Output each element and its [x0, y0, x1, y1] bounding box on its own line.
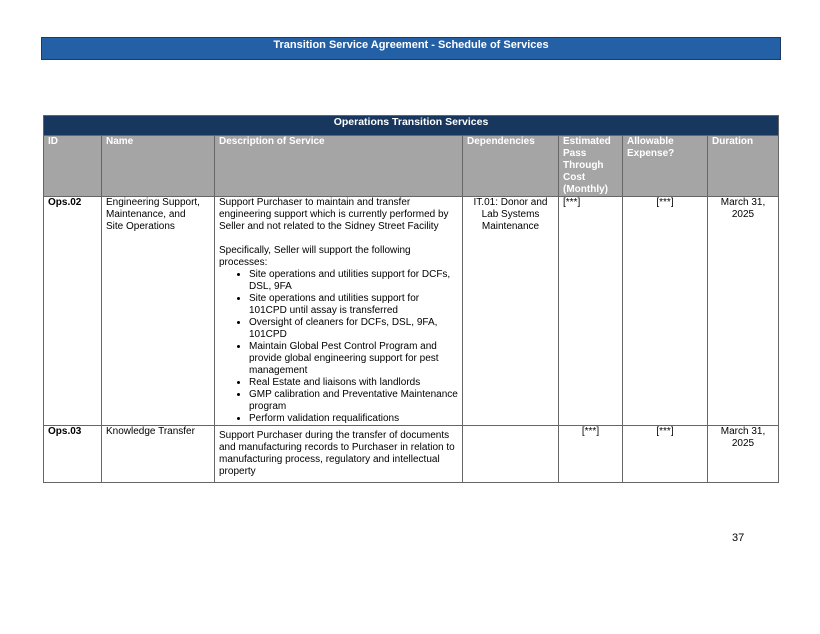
list-item: • Maintain Global Pest Control Program and provide global engineering support for pest management: [249, 341, 458, 377]
operations-transition-table: [43, 115, 779, 483]
header-cost-line: (Monthly): [563, 184, 608, 195]
table-header-row: [44, 136, 779, 197]
header-name: Name: [102, 136, 215, 197]
banner-title: Transition Service Agreement - Schedule of Services: [273, 39, 549, 51]
list-item: • Perform validation requalifications: [249, 413, 458, 425]
row-name-line: Site Operations: [106, 221, 175, 232]
page-number: 37: [732, 532, 745, 544]
duration-line: March 31,: [720, 197, 766, 208]
dependency-line: Lab Systems: [481, 209, 540, 220]
header-description: Description of Service: [215, 136, 463, 197]
table-row: [44, 197, 779, 426]
header-cost-line: Estimated: [563, 136, 611, 147]
header-dependencies: Dependencies: [463, 136, 559, 197]
row-id: Ops.02: [44, 197, 102, 426]
row-expense: [***]: [623, 426, 708, 483]
header-allowable-expense: [623, 136, 708, 197]
list-item: • GMP calibration and Preventative Maintenance program: [249, 389, 458, 413]
dependency-line: Maintenance: [481, 221, 540, 232]
duration-line: March 31,: [720, 426, 766, 437]
header-id: ID: [44, 136, 102, 197]
header-cost-line: Pass: [563, 148, 587, 159]
list-item: • Site operations and utilities support for DCFs, DSL, 9FA: [249, 269, 458, 293]
row-dependencies: [463, 197, 559, 426]
list-item: • Real Estate and liaisons with landlords: [249, 377, 458, 389]
duration-line: 2025: [731, 438, 755, 449]
row-description: [215, 197, 463, 426]
row-name-line: Maintenance, and: [106, 209, 186, 220]
row-id: Ops.03: [44, 426, 102, 483]
row-dependencies: [463, 426, 559, 483]
header-estimated-cost: [559, 136, 623, 197]
header-expense-line: Allowable: [627, 136, 674, 147]
description-intro: Support Purchaser to maintain and transfer engineering support which is currently performed by Seller and not related to the Sidney Street Facility: [219, 197, 449, 232]
duration-line: 2025: [731, 209, 755, 220]
header-duration: Duration: [708, 136, 779, 197]
header-expense-line: Expense?: [627, 148, 675, 159]
row-name-line: Engineering Support,: [106, 197, 200, 208]
list-item: • Site operations and utilities support for 101CPD until assay is transferred: [249, 293, 458, 317]
process-list: [219, 269, 458, 425]
row-expense: [***]: [623, 197, 708, 426]
header-cost-line: Through: [563, 160, 604, 171]
row-name: Knowledge Transfer: [102, 426, 215, 483]
row-name: [102, 197, 215, 426]
header-cost-line: Cost: [563, 172, 586, 183]
row-cost: [***]: [559, 197, 623, 426]
row-duration: [708, 197, 779, 426]
schedule-banner: [41, 37, 781, 60]
row-cost: [***]: [559, 426, 623, 483]
row-duration: [708, 426, 779, 483]
row-description: Support Purchaser during the transfer of documents and manufacturing records to Purchaser in relation to manufacturing process, regulatory and intellectual property: [215, 426, 463, 483]
list-item: • Oversight of cleaners for DCFs, DSL, 9FA, 101CPD: [249, 317, 458, 341]
dependency-line: IT.01: Donor and: [473, 197, 548, 208]
description-lead: Specifically, Seller will support the following processes:: [219, 245, 411, 268]
table-row: [44, 426, 779, 483]
table-title: Operations Transition Services: [44, 116, 779, 136]
